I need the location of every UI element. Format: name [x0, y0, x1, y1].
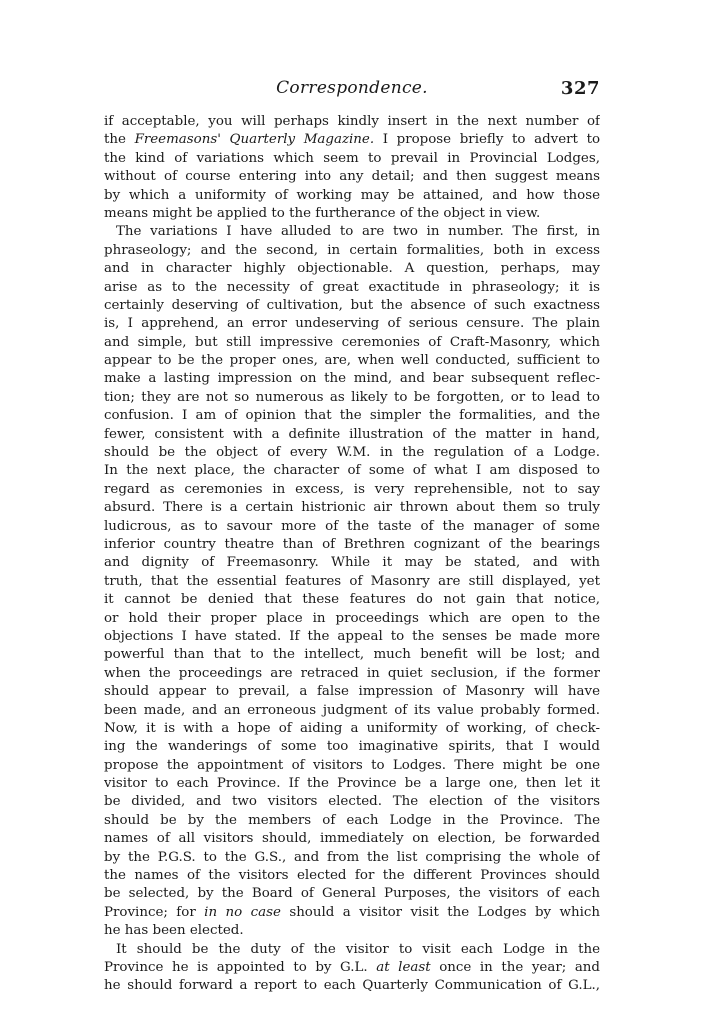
text-line [104, 168, 600, 186]
text-line [104, 297, 600, 315]
text-line [104, 426, 600, 444]
line-text: tion; they are not so numerous as likely to be forgotten, or to lead to [104, 389, 600, 405]
line-text: appear to be the proper ones, are, when well conducted, sufficient to [104, 353, 600, 369]
text-line [104, 315, 600, 333]
line-text: objections I have stated. If the appeal to the senses be made more [104, 628, 600, 644]
text-line [104, 573, 600, 591]
line-text: truth, that the essential features of Masonry are still displayed, yet [104, 573, 600, 589]
line-text: the names of the visitors elected for the different Provinces should [104, 868, 600, 884]
text-line [104, 334, 600, 352]
line-text: certainly deserving of cultivation, but the absence of such exactness [104, 297, 600, 313]
text-line [104, 444, 600, 462]
text-line [104, 242, 600, 260]
line-text: phraseology; and the second, in certain formalities, both in excess [104, 242, 600, 258]
page-number: 327 [560, 78, 600, 99]
text-line [104, 702, 600, 720]
line-text: if acceptable, you will perhaps kindly insert in the next number of [104, 114, 600, 129]
line-text: Province he is appointed to by G.L. [104, 959, 377, 975]
line-text: names of all visitors should, immediately on election, be forwarded [104, 831, 600, 847]
line-text: the [104, 132, 135, 148]
line-italic-text: in no case [204, 904, 281, 920]
line-text: ing the wanderings of some too imaginative spirits, that I would [104, 739, 600, 755]
text-line [104, 370, 600, 388]
line-text: when the proceedings are retraced in quiet seclusion, if the former [104, 665, 600, 681]
line-text: means might be applied to the furtherance of the object in view. [104, 205, 541, 221]
line-text: visitor to each Province. If the Province be a large one, then let it [104, 776, 600, 792]
line-text: propose the appointment of visitors to Lodges. There might be one [104, 757, 600, 773]
text-line [104, 830, 600, 848]
text-line [104, 941, 600, 959]
line-text: It should be the duty of the visitor to visit each Lodge in the [116, 941, 600, 957]
text-line [104, 720, 600, 738]
text-line [104, 628, 600, 646]
text-line [104, 499, 600, 517]
text-line [104, 867, 600, 885]
line-text: regard as ceremonies in excess, is very reprehensible, not to say [104, 481, 600, 497]
text-line [104, 738, 600, 756]
text-line [104, 849, 600, 867]
line-text: been made, and an erroneous judgment of its value probably formed. [104, 702, 600, 718]
line-text: should be by the members of each Lodge in the Province. The [104, 812, 600, 828]
line-text: by the P.G.S. to the G.S., and from the list comprising the whole of [104, 849, 600, 865]
text-line [104, 279, 600, 297]
text-line [104, 131, 600, 149]
line-text: arise as to the necessity of great exactitude in phraseology; it is [104, 279, 600, 295]
line-text: he should forward a report to each Quarterly Communication of G.L., [104, 978, 600, 994]
body-text [104, 113, 600, 996]
text-line [104, 885, 600, 903]
line-text: be selected, by the Board of General Purposes, the visitors of each [104, 886, 600, 902]
line-text: fewer, consistent with a definite illustration of the matter in hand, [104, 426, 600, 442]
line-text-after: I propose briefly to advert to [374, 132, 600, 148]
line-text: by which a uniformity of working may be attained, and how those [104, 187, 600, 203]
text-line [104, 683, 600, 701]
line-text: powerful than that to the intellect, much benefit will be lost; and [104, 647, 600, 663]
text-line [104, 591, 600, 609]
text-line [104, 481, 600, 499]
text-line [104, 187, 600, 205]
line-text: the kind of variations which seem to prevail in Provincial Lodges, [104, 150, 600, 166]
line-text: and dignity of Freemasonry. While it may be stated, and with [104, 555, 600, 571]
text-line [104, 407, 600, 425]
text-line [104, 959, 600, 977]
text-line [104, 793, 600, 811]
line-text-after: once in the year; and [430, 959, 600, 975]
text-line [104, 150, 600, 168]
text-line [104, 904, 600, 922]
line-text: inferior country theatre than of Brethren cognizant of the bearings [104, 536, 600, 552]
line-text: Now, it is with a hope of aiding a uniformity of working, of check- [104, 720, 600, 736]
line-text: it cannot be denied that these features do not gain that notice, [104, 592, 600, 608]
line-text: should appear to prevail, a false impression of Masonry will have [104, 684, 600, 700]
text-line [104, 554, 600, 572]
text-line [104, 352, 600, 370]
text-line [104, 223, 600, 241]
line-text: without of course entering into any detail; and then suggest means [104, 169, 600, 185]
line-text: ludicrous, as to savour more of the taste of the manager of some [104, 518, 600, 534]
text-line [104, 775, 600, 793]
running-head: Correspondence. [276, 78, 428, 98]
line-text: should be the object of every W.M. in the regulation of a Lodge. [104, 445, 600, 461]
text-line [104, 518, 600, 536]
line-text: confusion. I am of opinion that the simpler the formalities, and the [104, 408, 600, 424]
line-text: is, I apprehend, an error undeserving of serious censure. The plain [104, 316, 600, 332]
text-line [104, 757, 600, 775]
line-italic-text: Freemasons' Quarterly Magazine. [134, 132, 375, 148]
line-text: Province; for [104, 904, 205, 920]
text-line [104, 462, 600, 480]
line-text: or hold their proper place in proceedings which are open to the [104, 610, 600, 626]
line-text: In the next place, the character of some of what I am disposed to [104, 463, 600, 479]
text-line [104, 389, 600, 407]
text-line [104, 665, 600, 683]
line-text: he has been elected. [104, 923, 244, 939]
line-text: absurd. There is a certain histrionic air thrown about them so truly [104, 500, 600, 516]
line-text-after: should a visitor visit the Lodges by which [280, 904, 600, 920]
text-line [104, 205, 600, 223]
text-line [104, 610, 600, 628]
line-text: be divided, and two visitors elected. The election of the visitors [104, 794, 600, 810]
text-line [104, 977, 600, 995]
text-line [104, 260, 600, 278]
line-text: and in character highly objectionable. A question, perhaps, may [104, 261, 600, 277]
page-header [104, 78, 600, 102]
line-text: make a lasting impression on the mind, and bear subsequent reflec- [104, 371, 600, 387]
text-line [104, 922, 600, 940]
line-text: and simple, but still impressive ceremonies of Craft-Masonry, which [104, 334, 600, 350]
text-line [104, 536, 600, 554]
line-italic-text: at least [376, 959, 431, 975]
text-line [104, 646, 600, 664]
text-line [104, 812, 600, 830]
line-text: The variations I have alluded to are two in number. The first, in [116, 224, 600, 240]
text-line [104, 113, 600, 131]
